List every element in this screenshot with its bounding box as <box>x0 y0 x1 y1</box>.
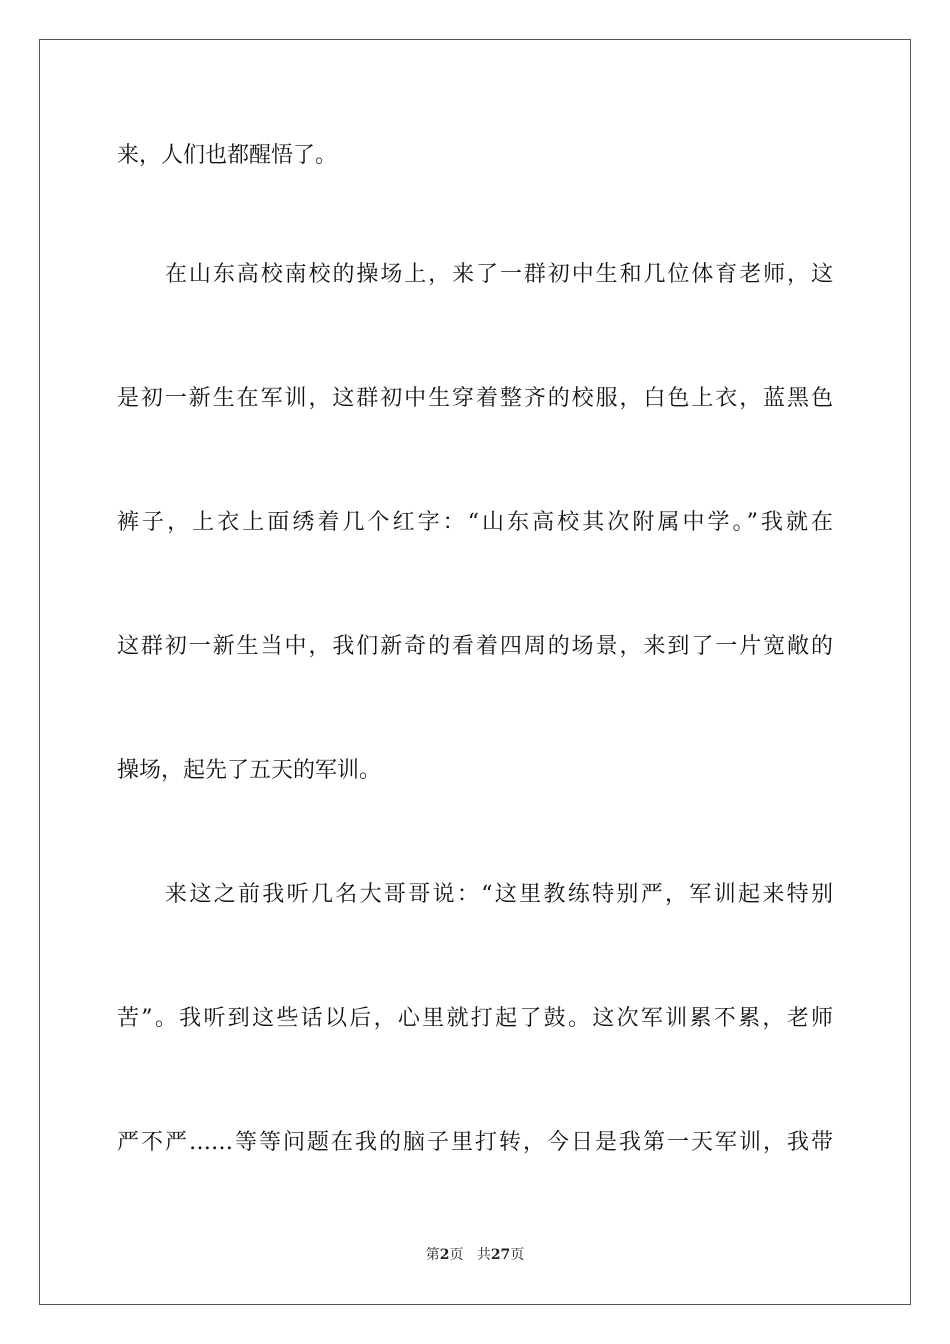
footer-total-prefix: 共 <box>476 1247 491 1263</box>
paragraph-first-line: 在山东高校南校的操场上，来了一群初中生和几位体育老师，这 <box>165 262 833 287</box>
text-line: 苦”。我听到这些话以后，心里就打起了鼓。这次军训累不累，老师 <box>117 1006 833 1031</box>
footer-prefix: 第 <box>425 1247 440 1263</box>
page-footer <box>0 1246 950 1264</box>
text-line: 这群初一新生当中，我们新奇的看着四周的场景，来到了一片宽敞的 <box>117 634 833 659</box>
paragraph-first-line: 来这之前我听几名大哥哥说：“这里教练特别严，军训起来特别 <box>165 882 833 907</box>
footer-page-suffix: 页 <box>449 1247 464 1263</box>
text-line: 操场，起先了五天的军训。 <box>117 758 382 783</box>
current-page-number: 2 <box>439 1247 450 1263</box>
text-line: 严不严……等等问题在我的脑子里打转，今日是我第一天军训，我带 <box>117 1130 833 1155</box>
page-border <box>39 39 911 1305</box>
text-line: 是初一新生在军训，这群初中生穿着整齐的校服，白色上衣，蓝黑色 <box>117 386 833 411</box>
text-line: 来，人们也都醒悟了。 <box>117 143 338 168</box>
total-page-number: 27 <box>490 1247 511 1263</box>
text-line: 裤子，上衣上面绣着几个红字：“山东高校其次附属中学。”我就在 <box>117 510 833 535</box>
footer-total-suffix: 页 <box>510 1247 525 1263</box>
